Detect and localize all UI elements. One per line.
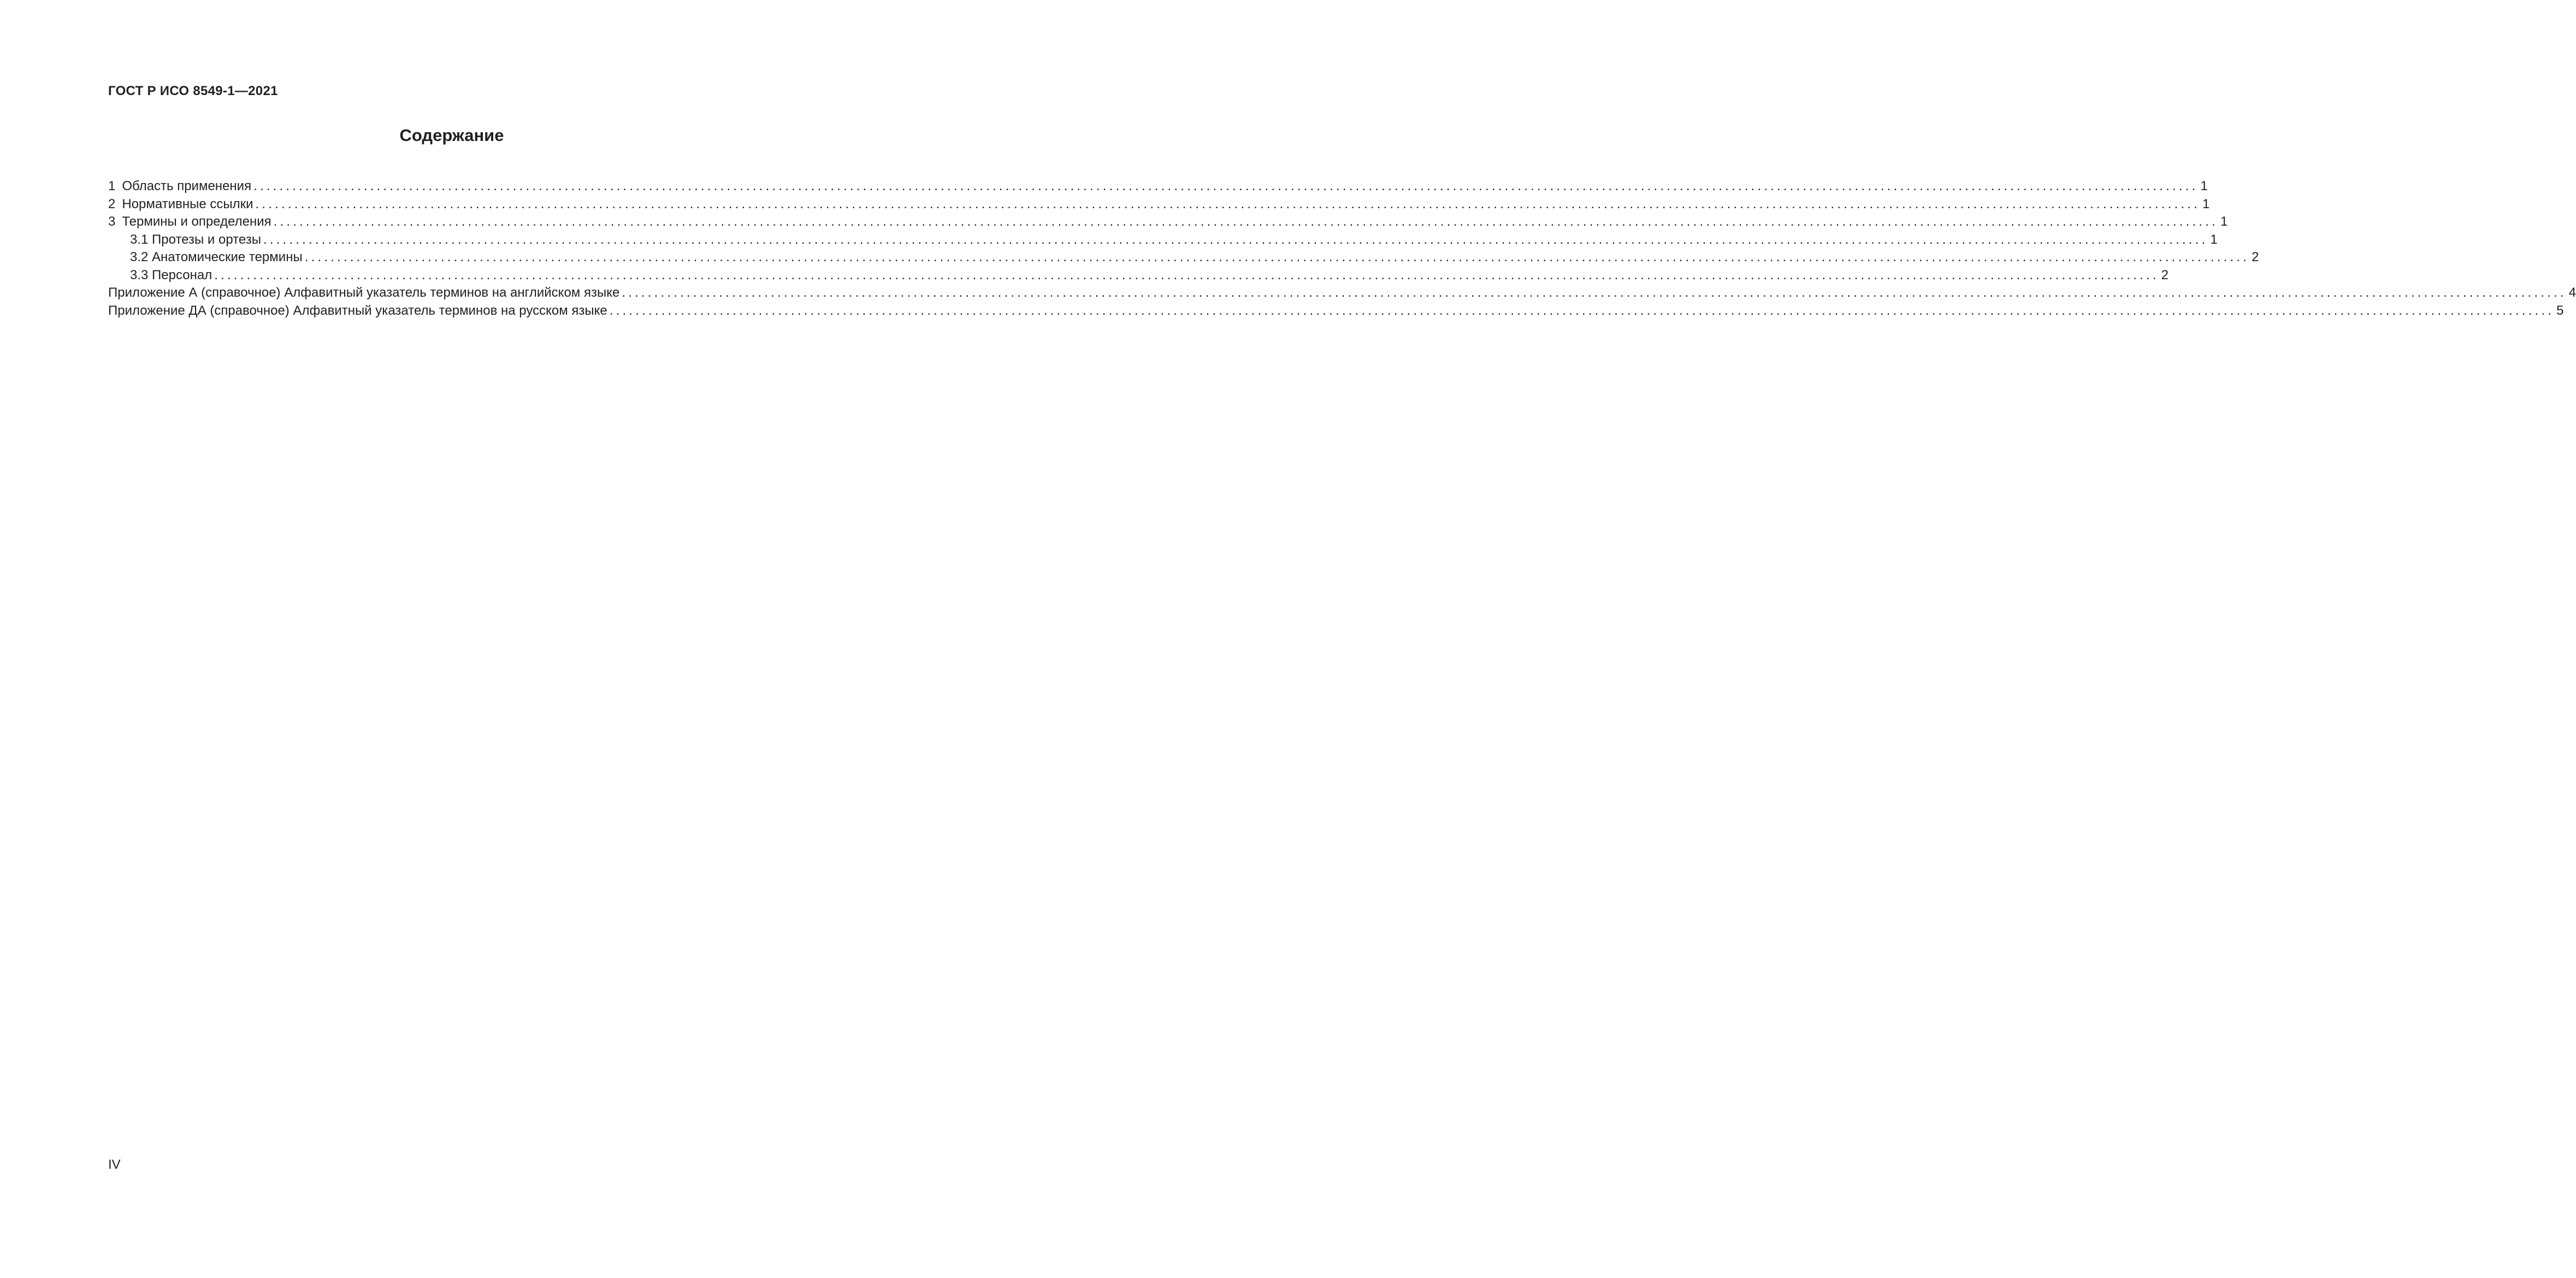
- toc-entry-label: Область применения: [122, 179, 252, 193]
- toc-entry-appendix-da[interactable]: [108, 302, 2564, 320]
- toc-leader-dots: ............................................................................................................................................................................................................................................................................................................: [273, 214, 2218, 229]
- toc-entry-label: Термины и определения: [122, 214, 271, 229]
- toc-leader-dots: ............................................................................................................................................................................................................................................................................................................: [253, 179, 2199, 193]
- toc-entry-label: Приложение ДА (справочное) Алфавитный указатель терминов на русском языке: [108, 303, 607, 318]
- toc-entry-3[interactable]: [108, 213, 2228, 231]
- toc-entry-label: 3.3 Персонал: [130, 267, 212, 282]
- toc-entry-number: 3: [108, 214, 116, 229]
- table-of-contents: [108, 178, 2576, 320]
- toc-entry-page: 1: [2220, 214, 2228, 229]
- toc-entry-3-3[interactable]: [108, 267, 2169, 285]
- toc-entry-page: 1: [2210, 232, 2218, 247]
- toc-leader-dots: ............................................................................................................................................................................................................................................................................................................: [304, 250, 2250, 264]
- toc-entry-page: 2: [2252, 250, 2259, 264]
- toc-leader-dots: ............................................................................................................................................................................................................................................................................................................: [622, 285, 2567, 300]
- toc-entry-page: 5: [2556, 303, 2564, 318]
- toc-entry-label: Приложение А (справочное) Алфавитный указатель терминов на английском языке: [108, 285, 620, 300]
- toc-entry-label: 3.2 Анатомические термины: [130, 250, 303, 264]
- document-code: ГОСТ Р ИСО 8549-1—2021: [108, 84, 278, 98]
- toc-entry-label: 3.1 Протезы и ортезы: [130, 232, 261, 247]
- toc-entry-appendix-a[interactable]: [108, 284, 2576, 302]
- toc-leader-dots: ............................................................................................................................................................................................................................................................................................................: [255, 196, 2200, 211]
- toc-entry-page: 1: [2200, 179, 2208, 193]
- toc-entry-page: 4: [2568, 285, 2576, 300]
- toc-title: Содержание: [399, 126, 504, 145]
- toc-entry-3-1[interactable]: [108, 231, 2218, 249]
- toc-entry-page: 1: [2202, 196, 2210, 211]
- toc-entry-1[interactable]: [108, 178, 2208, 196]
- toc-entry-number: 1: [108, 179, 116, 193]
- toc-entry-page: 2: [2161, 267, 2169, 282]
- toc-leader-dots: ............................................................................................................................................................................................................................................................................................................: [609, 303, 2555, 318]
- page-number: IV: [108, 1157, 121, 1172]
- toc-entry-2[interactable]: [108, 196, 2210, 214]
- toc-entry-3-2[interactable]: [108, 249, 2259, 267]
- toc-entry-number: 2: [108, 196, 116, 211]
- toc-entry-label: Нормативные ссылки: [122, 196, 253, 211]
- toc-leader-dots: ............................................................................................................................................................................................................................................................................................................: [263, 232, 2208, 247]
- toc-leader-dots: ............................................................................................................................................................................................................................................................................................................: [214, 267, 2159, 282]
